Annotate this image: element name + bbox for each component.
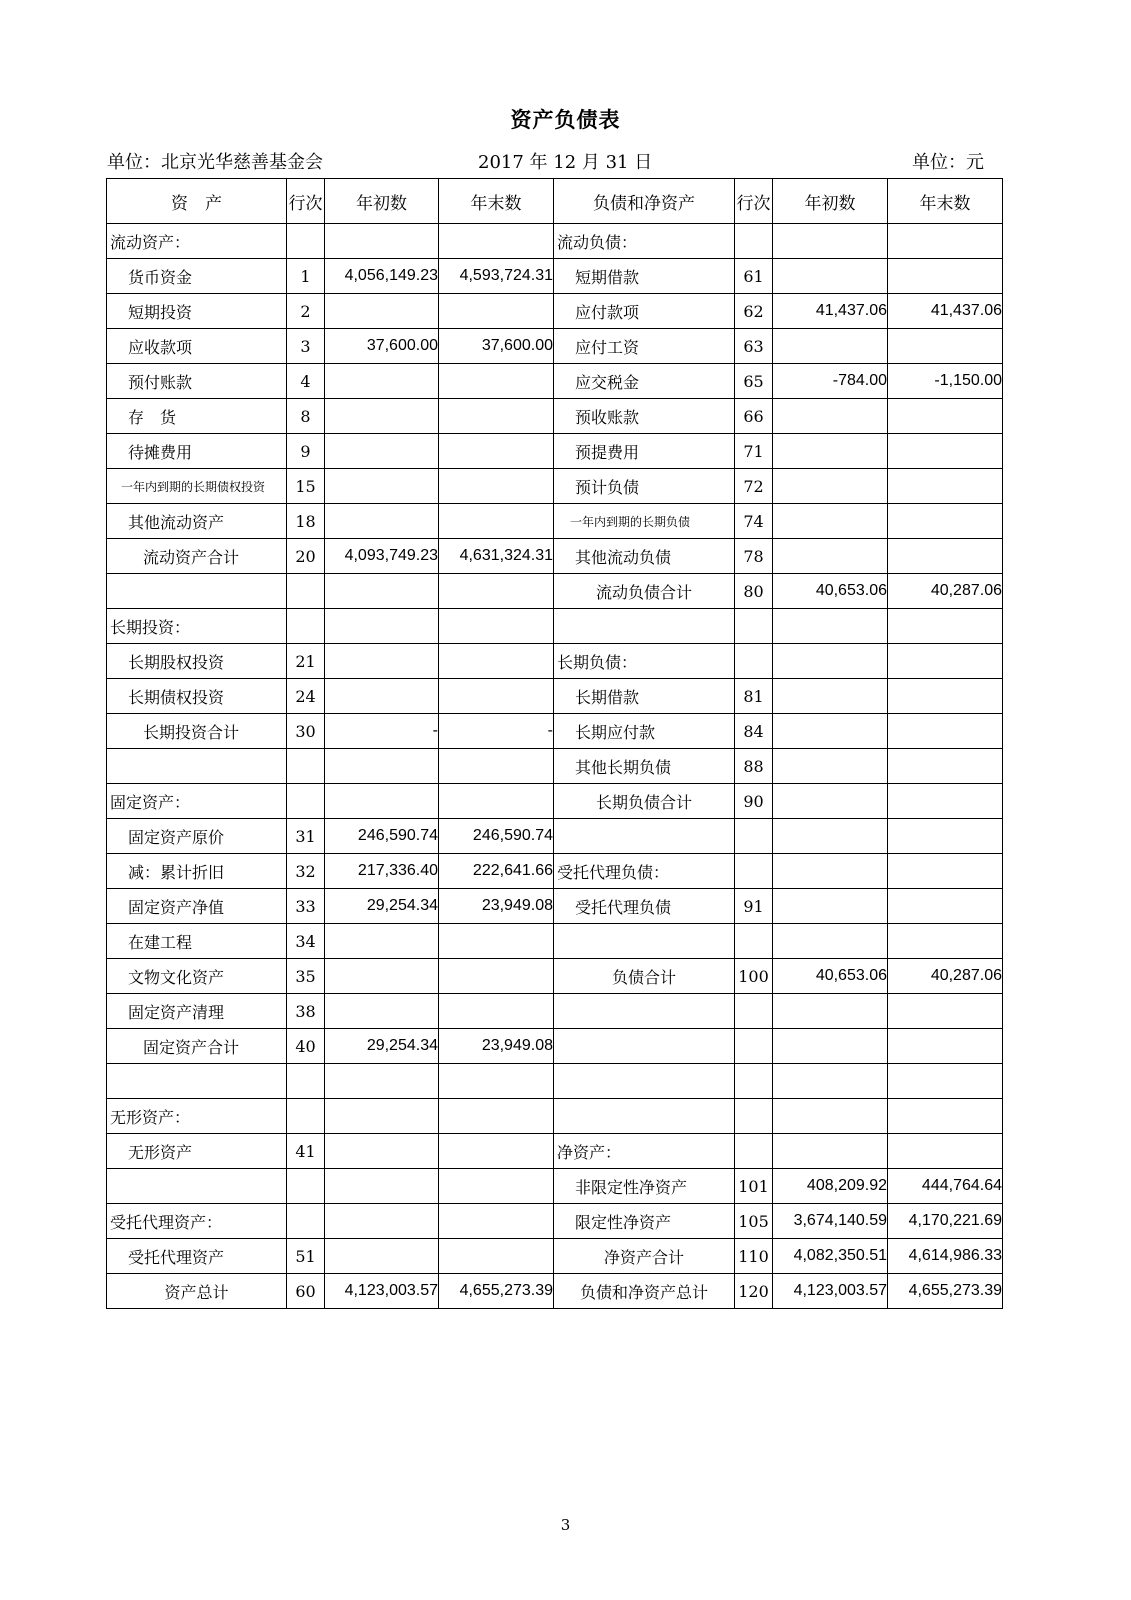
asset-begin-value	[325, 1239, 439, 1274]
asset-end-value: 4,631,324.31	[439, 539, 554, 574]
asset-label: 文物文化资产	[107, 959, 287, 994]
liability-label	[554, 819, 735, 854]
liability-label: 预计负债	[554, 469, 735, 504]
asset-label	[107, 574, 287, 609]
liability-begin-value	[773, 819, 888, 854]
asset-begin-value	[325, 364, 439, 399]
table-row	[107, 1204, 1003, 1239]
liability-line-no: 63	[735, 329, 773, 364]
liability-label: 限定性净资产	[554, 1204, 735, 1239]
liability-label	[554, 609, 735, 644]
liability-end-value	[888, 924, 1003, 959]
asset-begin-value: -	[325, 714, 439, 749]
table-row	[107, 644, 1003, 679]
table-row	[107, 574, 1003, 609]
liability-begin-value	[773, 504, 888, 539]
asset-begin-value: 217,336.40	[325, 854, 439, 889]
asset-end-value: 4,593,724.31	[439, 259, 554, 294]
liability-begin-value	[773, 1134, 888, 1169]
liability-end-value	[888, 1134, 1003, 1169]
liability-label	[554, 924, 735, 959]
asset-begin-value	[325, 679, 439, 714]
asset-end-value: 4,655,273.39	[439, 1274, 554, 1309]
table-row	[107, 714, 1003, 749]
liability-end-value	[888, 329, 1003, 364]
liability-label: 预收账款	[554, 399, 735, 434]
liability-begin-value	[773, 259, 888, 294]
table-row	[107, 819, 1003, 854]
asset-begin-value	[325, 749, 439, 784]
liability-begin-value	[773, 679, 888, 714]
liability-end-value	[888, 679, 1003, 714]
asset-begin-value: 246,590.74	[325, 819, 439, 854]
liability-end-value	[888, 714, 1003, 749]
asset-line-no: 31	[287, 819, 325, 854]
asset-line-no	[287, 609, 325, 644]
liability-begin-value	[773, 539, 888, 574]
table-row	[107, 1274, 1003, 1309]
report-date: 2017 年 12 月 31 日	[478, 152, 653, 173]
liability-begin-value	[773, 329, 888, 364]
col-header-line-no: 行次	[735, 179, 773, 224]
liability-end-value: 4,614,986.33	[888, 1239, 1003, 1274]
asset-line-no: 35	[287, 959, 325, 994]
table-row	[107, 294, 1003, 329]
asset-end-value: 246,590.74	[439, 819, 554, 854]
asset-label: 预付账款	[107, 364, 287, 399]
table-row	[107, 959, 1003, 994]
asset-begin-value	[325, 224, 439, 259]
asset-line-no	[287, 1169, 325, 1204]
liability-begin-value	[773, 1029, 888, 1064]
table-row	[107, 259, 1003, 294]
asset-begin-value	[325, 434, 439, 469]
asset-line-no: 33	[287, 889, 325, 924]
asset-label: 受托代理资产：	[107, 1204, 287, 1239]
asset-line-no	[287, 574, 325, 609]
liability-line-no: 110	[735, 1239, 773, 1274]
liability-label: 受托代理负债：	[554, 854, 735, 889]
asset-label: 无形资产：	[107, 1099, 287, 1134]
table-row	[107, 434, 1003, 469]
table-row	[107, 1169, 1003, 1204]
table-header-row	[107, 179, 1003, 224]
asset-end-value: 222,641.66	[439, 854, 554, 889]
liability-label: 长期负债合计	[554, 784, 735, 819]
asset-end-value	[439, 994, 554, 1029]
liability-line-no	[735, 924, 773, 959]
liability-label: 应付工资	[554, 329, 735, 364]
asset-label: 固定资产合计	[107, 1029, 287, 1064]
asset-line-no: 4	[287, 364, 325, 399]
page-title: 资产负债表	[510, 107, 621, 132]
liability-line-no: 100	[735, 959, 773, 994]
asset-end-value	[439, 224, 554, 259]
liability-line-no: 105	[735, 1204, 773, 1239]
liability-end-value: 444,764.64	[888, 1169, 1003, 1204]
liability-line-no: 65	[735, 364, 773, 399]
liability-end-value: 40,287.06	[888, 959, 1003, 994]
asset-label: 存 货	[107, 399, 287, 434]
asset-label: 一年内到期的长期债权投资	[107, 469, 287, 504]
asset-line-no: 24	[287, 679, 325, 714]
liability-line-no: 71	[735, 434, 773, 469]
liability-end-value	[888, 539, 1003, 574]
asset-begin-value	[325, 644, 439, 679]
asset-end-value	[439, 1064, 554, 1099]
liability-begin-value	[773, 434, 888, 469]
asset-begin-value	[325, 994, 439, 1029]
liability-label: 净资产：	[554, 1134, 735, 1169]
asset-line-no	[287, 784, 325, 819]
asset-label: 长期投资：	[107, 609, 287, 644]
asset-begin-value: 37,600.00	[325, 329, 439, 364]
entity-unit-label: 单位：北京光华慈善基金会	[107, 152, 323, 173]
asset-begin-value	[325, 504, 439, 539]
liability-end-value	[888, 434, 1003, 469]
asset-line-no: 20	[287, 539, 325, 574]
liability-end-value: 40,287.06	[888, 574, 1003, 609]
asset-begin-value	[325, 1204, 439, 1239]
table-row	[107, 224, 1003, 259]
liability-end-value	[888, 994, 1003, 1029]
liability-line-no: 80	[735, 574, 773, 609]
asset-begin-value: 4,056,149.23	[325, 259, 439, 294]
asset-line-no: 21	[287, 644, 325, 679]
liability-line-no	[735, 994, 773, 1029]
col-header-begin: 年初数	[773, 179, 888, 224]
liability-label	[554, 994, 735, 1029]
asset-end-value	[439, 504, 554, 539]
liability-label: 流动负债：	[554, 224, 735, 259]
col-header-end: 年末数	[439, 179, 554, 224]
asset-end-value	[439, 679, 554, 714]
liability-label	[554, 1099, 735, 1134]
liability-end-value	[888, 1029, 1003, 1064]
liability-end-value	[888, 784, 1003, 819]
asset-label: 无形资产	[107, 1134, 287, 1169]
table-row	[107, 329, 1003, 364]
table-row	[107, 1134, 1003, 1169]
asset-end-value	[439, 1134, 554, 1169]
asset-label: 货币资金	[107, 259, 287, 294]
liability-label: 应交税金	[554, 364, 735, 399]
liability-label: 负债合计	[554, 959, 735, 994]
asset-end-value	[439, 574, 554, 609]
asset-label: 流动资产合计	[107, 539, 287, 574]
liability-begin-value	[773, 994, 888, 1029]
liability-label: 长期借款	[554, 679, 735, 714]
liability-begin-value	[773, 1064, 888, 1099]
liability-line-no	[735, 819, 773, 854]
liability-begin-value	[773, 224, 888, 259]
asset-begin-value	[325, 784, 439, 819]
asset-label	[107, 1064, 287, 1099]
liability-end-value: 4,655,273.39	[888, 1274, 1003, 1309]
liability-label: 非限定性净资产	[554, 1169, 735, 1204]
liability-line-no: 62	[735, 294, 773, 329]
liability-line-no	[735, 1029, 773, 1064]
liability-label: 一年内到期的长期负债	[554, 504, 735, 539]
asset-label: 资产总计	[107, 1274, 287, 1309]
liability-begin-value	[773, 469, 888, 504]
liability-line-no: 81	[735, 679, 773, 714]
asset-line-no: 2	[287, 294, 325, 329]
asset-end-value	[439, 749, 554, 784]
liability-line-no	[735, 1134, 773, 1169]
table-row	[107, 994, 1003, 1029]
liability-end-value: 4,170,221.69	[888, 1204, 1003, 1239]
liability-line-no	[735, 1099, 773, 1134]
asset-line-no	[287, 749, 325, 784]
page-number: 3	[560, 1516, 571, 1534]
table-row	[107, 854, 1003, 889]
liability-label: 其他长期负债	[554, 749, 735, 784]
asset-line-no	[287, 224, 325, 259]
liability-line-no	[735, 644, 773, 679]
liability-line-no: 91	[735, 889, 773, 924]
asset-label: 在建工程	[107, 924, 287, 959]
asset-end-value	[439, 294, 554, 329]
asset-end-value: 23,949.08	[439, 1029, 554, 1064]
asset-begin-value: 29,254.34	[325, 1029, 439, 1064]
liability-label: 其他流动负债	[554, 539, 735, 574]
asset-line-no	[287, 1099, 325, 1134]
asset-line-no	[287, 1064, 325, 1099]
liability-line-no: 78	[735, 539, 773, 574]
asset-label: 短期投资	[107, 294, 287, 329]
asset-line-no: 40	[287, 1029, 325, 1064]
liability-end-value: -1,150.00	[888, 364, 1003, 399]
liability-line-no: 120	[735, 1274, 773, 1309]
liability-end-value	[888, 469, 1003, 504]
asset-begin-value	[325, 399, 439, 434]
liability-end-value	[888, 224, 1003, 259]
table-row	[107, 399, 1003, 434]
asset-label: 受托代理资产	[107, 1239, 287, 1274]
asset-label: 应收款项	[107, 329, 287, 364]
liability-label: 短期借款	[554, 259, 735, 294]
asset-line-no: 41	[287, 1134, 325, 1169]
liability-begin-value: 40,653.06	[773, 574, 888, 609]
liability-begin-value	[773, 714, 888, 749]
balance-sheet-table	[106, 178, 1003, 1309]
asset-label: 待摊费用	[107, 434, 287, 469]
asset-label: 长期债权投资	[107, 679, 287, 714]
liability-label: 长期负债：	[554, 644, 735, 679]
col-header-begin: 年初数	[325, 179, 439, 224]
liability-begin-value	[773, 644, 888, 679]
liability-begin-value: 3,674,140.59	[773, 1204, 888, 1239]
liability-end-value	[888, 819, 1003, 854]
asset-line-no: 1	[287, 259, 325, 294]
liability-end-value	[888, 749, 1003, 784]
liability-end-value	[888, 1064, 1003, 1099]
asset-label: 固定资产：	[107, 784, 287, 819]
liability-end-value	[888, 1099, 1003, 1134]
asset-begin-value	[325, 469, 439, 504]
asset-label	[107, 1169, 287, 1204]
asset-line-no: 3	[287, 329, 325, 364]
asset-line-no	[287, 1204, 325, 1239]
asset-line-no: 60	[287, 1274, 325, 1309]
liability-begin-value: 4,082,350.51	[773, 1239, 888, 1274]
liability-begin-value	[773, 889, 888, 924]
liability-line-no: 74	[735, 504, 773, 539]
asset-begin-value: 29,254.34	[325, 889, 439, 924]
liability-line-no: 88	[735, 749, 773, 784]
asset-label: 固定资产清理	[107, 994, 287, 1029]
asset-end-value	[439, 644, 554, 679]
table-row	[107, 749, 1003, 784]
asset-label: 长期投资合计	[107, 714, 287, 749]
asset-label: 其他流动资产	[107, 504, 287, 539]
asset-end-value	[439, 399, 554, 434]
liability-line-no: 72	[735, 469, 773, 504]
col-header-assets: 资 产	[107, 179, 287, 224]
asset-label: 流动资产：	[107, 224, 287, 259]
asset-label	[107, 749, 287, 784]
asset-begin-value	[325, 1134, 439, 1169]
liability-line-no: 84	[735, 714, 773, 749]
liability-label: 应付款项	[554, 294, 735, 329]
liability-label: 预提费用	[554, 434, 735, 469]
table-row	[107, 924, 1003, 959]
asset-end-value	[439, 1169, 554, 1204]
liability-end-value	[888, 854, 1003, 889]
asset-label: 固定资产原价	[107, 819, 287, 854]
table-row	[107, 1029, 1003, 1064]
liability-line-no	[735, 1064, 773, 1099]
table-row	[107, 469, 1003, 504]
table-row	[107, 504, 1003, 539]
liability-end-value	[888, 504, 1003, 539]
asset-end-value	[439, 1239, 554, 1274]
asset-begin-value	[325, 1169, 439, 1204]
liability-line-no: 90	[735, 784, 773, 819]
liability-begin-value: -784.00	[773, 364, 888, 399]
liability-begin-value	[773, 609, 888, 644]
liability-label	[554, 1029, 735, 1064]
asset-begin-value	[325, 1064, 439, 1099]
liability-label: 受托代理负债	[554, 889, 735, 924]
liability-line-no	[735, 854, 773, 889]
asset-end-value	[439, 434, 554, 469]
asset-line-no: 8	[287, 399, 325, 434]
liability-begin-value	[773, 1099, 888, 1134]
liability-begin-value	[773, 924, 888, 959]
asset-end-value	[439, 1099, 554, 1134]
table-row	[107, 784, 1003, 819]
liability-label: 净资产合计	[554, 1239, 735, 1274]
asset-end-value: 37,600.00	[439, 329, 554, 364]
asset-begin-value	[325, 609, 439, 644]
asset-begin-value	[325, 294, 439, 329]
liability-begin-value	[773, 854, 888, 889]
table-row	[107, 679, 1003, 714]
col-header-line-no: 行次	[287, 179, 325, 224]
liability-label: 长期应付款	[554, 714, 735, 749]
asset-line-no: 34	[287, 924, 325, 959]
col-header-end: 年末数	[888, 179, 1003, 224]
liability-label: 流动负债合计	[554, 574, 735, 609]
asset-end-value	[439, 924, 554, 959]
asset-line-no: 15	[287, 469, 325, 504]
asset-end-value	[439, 959, 554, 994]
liability-line-no: 66	[735, 399, 773, 434]
asset-end-value	[439, 784, 554, 819]
asset-line-no: 9	[287, 434, 325, 469]
table-row	[107, 539, 1003, 574]
liability-begin-value: 41,437.06	[773, 294, 888, 329]
asset-begin-value	[325, 574, 439, 609]
liability-line-no	[735, 224, 773, 259]
liability-begin-value: 4,123,003.57	[773, 1274, 888, 1309]
asset-label: 固定资产净值	[107, 889, 287, 924]
liability-end-value: 41,437.06	[888, 294, 1003, 329]
table-row	[107, 364, 1003, 399]
asset-end-value	[439, 469, 554, 504]
col-header-liabilities: 负债和净资产	[554, 179, 735, 224]
table-row	[107, 609, 1003, 644]
liability-end-value	[888, 644, 1003, 679]
liability-begin-value: 40,653.06	[773, 959, 888, 994]
asset-label: 长期股权投资	[107, 644, 287, 679]
currency-unit-label: 单位：元	[912, 152, 984, 173]
asset-line-no: 51	[287, 1239, 325, 1274]
table-row	[107, 1239, 1003, 1274]
asset-line-no: 30	[287, 714, 325, 749]
liability-line-no: 101	[735, 1169, 773, 1204]
liability-end-value	[888, 609, 1003, 644]
asset-label: 减：累计折旧	[107, 854, 287, 889]
asset-end-value: -	[439, 714, 554, 749]
liability-label	[554, 1064, 735, 1099]
liability-line-no: 61	[735, 259, 773, 294]
table-row	[107, 1099, 1003, 1134]
table-row	[107, 1064, 1003, 1099]
liability-end-value	[888, 889, 1003, 924]
asset-begin-value: 4,123,003.57	[325, 1274, 439, 1309]
liability-begin-value	[773, 749, 888, 784]
asset-line-no: 38	[287, 994, 325, 1029]
liability-end-value	[888, 259, 1003, 294]
asset-begin-value	[325, 1099, 439, 1134]
asset-end-value	[439, 1204, 554, 1239]
liability-label: 负债和净资产总计	[554, 1274, 735, 1309]
liability-end-value	[888, 399, 1003, 434]
asset-begin-value	[325, 959, 439, 994]
table-row	[107, 889, 1003, 924]
asset-end-value: 23,949.08	[439, 889, 554, 924]
liability-begin-value: 408,209.92	[773, 1169, 888, 1204]
asset-end-value	[439, 364, 554, 399]
asset-begin-value	[325, 924, 439, 959]
asset-begin-value: 4,093,749.23	[325, 539, 439, 574]
asset-end-value	[439, 609, 554, 644]
liability-line-no	[735, 609, 773, 644]
asset-line-no: 18	[287, 504, 325, 539]
liability-begin-value	[773, 399, 888, 434]
liability-begin-value	[773, 784, 888, 819]
asset-line-no: 32	[287, 854, 325, 889]
